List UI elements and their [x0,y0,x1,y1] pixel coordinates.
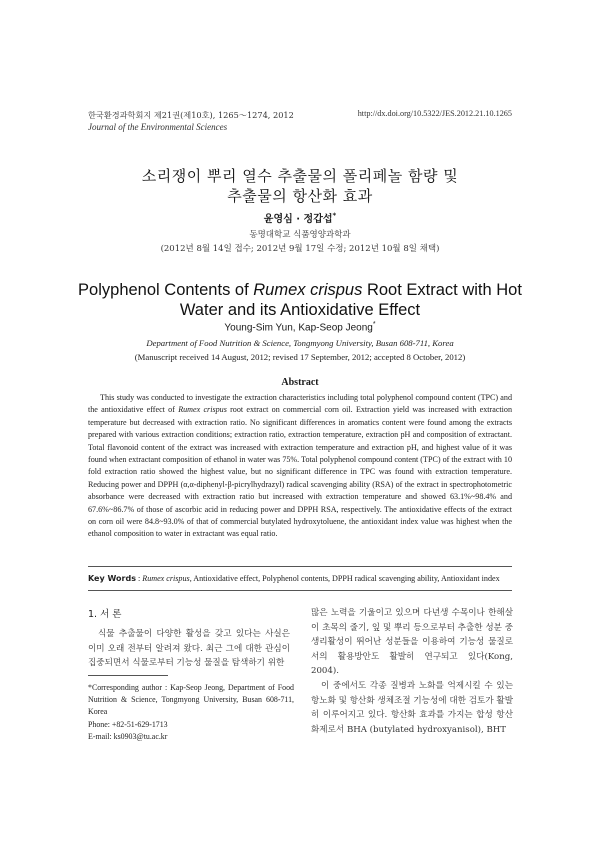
affiliation-english: Department of Food Nutrition & Science, Tongmyong University, Busan 608-711, Korea [146,338,454,348]
keywords-species: Rumex crispus [142,574,190,583]
footnote-phone: Phone: +82-51-629-1713 [88,719,168,729]
footnote-email[interactable]: E-mail: ks0903@tu.ac.kr [88,731,168,741]
authors-korean [0,210,600,225]
dates-english: (Manuscript received 14 August, 2012; revised 17 September, 2012; accepted 8 October, 2012) [134,352,466,362]
title-english-part2: Root Extract with Hot [362,281,522,299]
authors-english-names: Young-Sim Yun, Kap-Seop Jeong [224,322,373,334]
authors-korean-names: 윤영심 · 정갑섭 [263,214,333,225]
abstract-species: Rumex crispus [178,405,227,415]
intro-right-column [311,606,513,737]
section-heading-intro: 1. 서 론 [88,609,122,620]
title-english [0,280,600,320]
authors-english [0,321,600,333]
intro-paragraph-1: 식물 추출물이 다양한 활성을 갖고 있다는 사실은 이미 오래 전부터 알려져 왔다. 최근 그에 대한 관심이 집중되면서 식물로부터 기능성 물질을 탐색하기 위한 [88,629,290,669]
intro-left-column [88,627,290,671]
keywords-rest: , Antioxidative effect, Polyphenol contents, DPPH radical scavenging ability, Antioxidant index [189,574,500,583]
footnote-author: *Corresponding author : Kap-Seop Jeong, Department of Food Nutrition & Science, Tongmyong University, Busan 608-711, Korea [88,683,294,717]
dates-korean: (2012년 8월 14일 접수; 2012년 9월 17일 수정; 2012년 10월 8일 채택) [160,244,440,254]
title-korean-line2: 추출물의 항산화 효과 [227,187,373,205]
title-english-species: Rumex crispus [253,281,363,299]
title-korean [0,166,600,206]
keywords-label: Key Words [88,574,136,583]
abstract-s2: root extract on commercial corn oil. Extraction yield was increased with extraction temperature but decreased with extraction ratio. No significant differences in aromatics content were found among the extracts prepared with various extraction conditions; extraction ratio, extraction temperature, extraction pH and composition of extractant. Total flavonoid content of the extract was increased with extraction temperature and extraction pH, and highest value of it was found when extractant composition of ethanol in water was 75%. Total polyphenol compound content (TPC) of the extract with 10 fold extraction ratio showed the highest value, but no significant difference in TPC was found with extraction temperature. Reducing power and DPPH (α,α-diphenyl-β-picrylhydrazyl) radical scavenging ability (RSA) of the extract in spectrophotometric absorbance were decreased with extraction ratio but increased with extraction temperature and showed 63.1%~98.4% and 67.6%~86.7% of those of ascorbic acid in reducing power and DPPH RSA, respectively. The antioxidative effects of the extract on corn oil were 84.8~93.0% of that of commercial butylated hydroxytoluene, the antioxidant index value was highest when the ethanol composition to water in extractant was equal ratio. [88,405,513,539]
abstract-heading: Abstract [281,377,319,388]
doi-link[interactable]: http://dx.doi.org/10.5322/JES.2012.21.10.1265 [357,109,512,118]
abstract-s1: This study was conducted to investigate the extraction characteristics including total polyphenol compound content (TPC) and the antioxidative effect of [88,393,512,415]
affiliation-korean: 동명대학교 식품영양과학과 [249,230,351,240]
title-korean-line1: 소리쟁이 뿌리 열수 추출물의 폴리페놀 함량 및 [141,167,459,185]
corresponding-mark: * [332,211,337,220]
keywords-sep: : [135,574,143,583]
keywords-bottom-rule [88,590,512,591]
intro-paragraph-2: 많은 노력을 기울이고 있으며 다년생 수목이나 한해살이 초목의 줄기, 잎 및 뿌리 등으로부터 추출한 성분 중 생리활성이 뛰어난 성분들을 이용하여 기능성 물질로서의 활용방안도 활발히 연구되고 있다(Kong, 2004). [311,608,513,677]
abstract-body [88,392,512,541]
title-english-line2: Water and its Antioxidative Effect [179,301,421,319]
corresponding-mark-en: * [372,321,376,328]
journal-name: Journal of the Environmental Sciences [88,122,228,132]
corresponding-footnote [88,682,294,743]
keywords-top-rule [88,566,512,567]
title-english-part1: Polyphenol Contents of [78,281,254,299]
running-header [88,109,294,133]
abstract-text [88,392,512,541]
intro-paragraph-3: 이 중에서도 각종 질병과 노화를 억제시킬 수 있는 항노화 및 항산화 생체조절 기능성에 대한 검토가 활발히 이루어지고 있다. 항산화 효과를 가지는 합성 항산화제로서 BHA (butylated hydroxyanisol), BHT [311,680,513,735]
footnote-rule [88,675,168,676]
citation-ko: 한국환경과학회지 제21권(제10호), 1265～1274, 2012 [88,110,294,120]
keywords [88,574,518,583]
title-english-line1 [0,280,600,300]
